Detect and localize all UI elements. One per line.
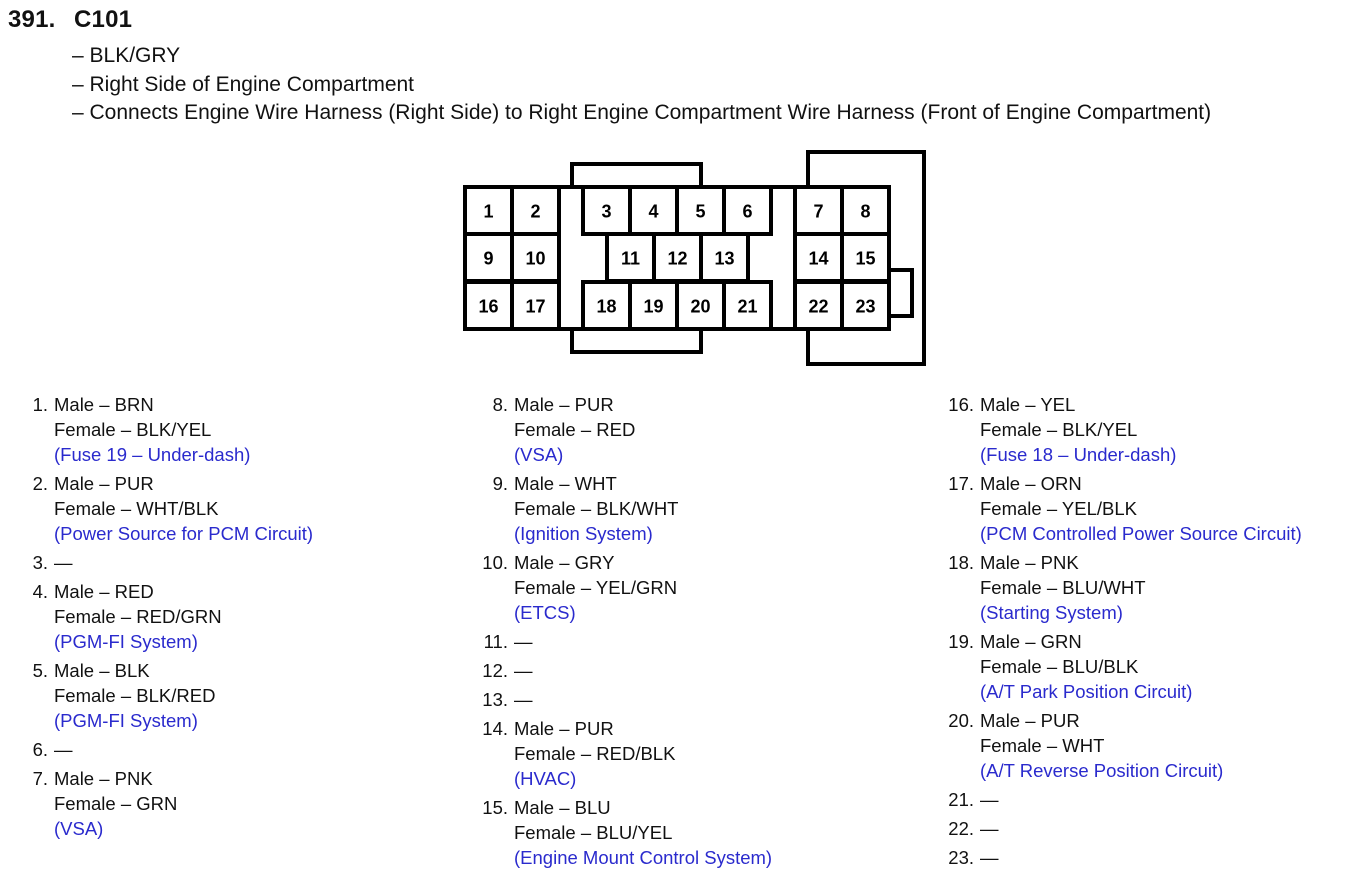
pin-details [980, 629, 1192, 704]
circuit-note: (Fuse 19 – Under-dash) [54, 444, 251, 465]
pin-details [54, 550, 73, 575]
pin-entry [940, 816, 1302, 841]
pin-details [514, 716, 675, 791]
pin-label: 18 [596, 296, 617, 317]
pin-entry [14, 392, 313, 467]
pin-number: 14. [482, 718, 508, 739]
male-wire: Male – GRY [514, 552, 615, 573]
male-wire: Male – PNK [54, 768, 153, 789]
circuit-note: (Ignition System) [514, 523, 653, 544]
pin-entry [940, 845, 1302, 870]
pin-number: 22. [948, 818, 974, 839]
pin-entry [14, 658, 313, 733]
pin-entry [474, 471, 772, 546]
male-wire: — [514, 660, 533, 681]
pin-entry [14, 579, 313, 654]
male-wire: — [514, 689, 533, 710]
pin-details [980, 708, 1223, 783]
circuit-note: (Starting System) [980, 602, 1123, 623]
pin-number: 3. [32, 552, 48, 573]
female-wire: Female – BLK/WHT [514, 498, 679, 519]
pin-entry [14, 766, 313, 841]
pin-number: 15. [482, 797, 508, 818]
pin-label: 2 [530, 201, 541, 222]
circuit-note: (ETCS) [514, 602, 576, 623]
pin-label: 6 [742, 201, 753, 222]
pin-details [54, 471, 313, 546]
pin-label: 1 [483, 201, 494, 222]
pin-number: 13. [482, 689, 508, 710]
pin-details [514, 550, 677, 625]
pin-label: 19 [643, 296, 664, 317]
pin-details [980, 787, 999, 812]
pin-number: 7. [32, 768, 48, 789]
pin-entry [940, 708, 1302, 783]
pin-details [514, 471, 679, 546]
pin-entry [474, 550, 772, 625]
pin-label: 22 [808, 296, 829, 317]
pin-list-column-3 [940, 392, 1302, 874]
pin-label: 17 [525, 296, 546, 317]
male-wire: — [980, 847, 999, 868]
pin-number: 9. [492, 473, 508, 494]
female-wire: Female – WHT/BLK [54, 498, 219, 519]
pin-details [980, 845, 999, 870]
section-number: 391. [8, 6, 56, 33]
pin-details [980, 471, 1302, 546]
male-wire: — [54, 552, 73, 573]
female-wire: Female – BLK/YEL [980, 419, 1138, 440]
pin-number: 16. [948, 394, 974, 415]
pin-details [980, 550, 1146, 625]
pin-details [980, 392, 1176, 467]
pin-number: 12. [482, 660, 508, 681]
pin-grid [465, 187, 889, 329]
pin-label: 16 [478, 296, 499, 317]
male-wire: — [54, 739, 73, 760]
pin-entry [474, 658, 772, 683]
male-wire: Male – YEL [980, 394, 1076, 415]
pin-details [514, 658, 533, 683]
female-wire: Female – BLK/RED [54, 685, 216, 706]
pin-list-column-1 [14, 392, 313, 845]
pin-entry [14, 471, 313, 546]
pin-number: 20. [948, 710, 974, 731]
pin-label: 20 [690, 296, 711, 317]
pin-label: 3 [601, 201, 612, 222]
pin-label: 23 [855, 296, 876, 317]
connector-connects: – Connects Engine Wire Harness (Right Side) to Right Engine Compartment Wire Harness (Front of Engine Compartment) [72, 101, 1212, 124]
male-wire: Male – PUR [514, 394, 614, 415]
circuit-note: (VSA) [54, 818, 104, 839]
pin-entry [474, 629, 772, 654]
pin-label: 15 [855, 248, 876, 269]
male-wire: — [980, 789, 999, 810]
pin-number: 8. [492, 394, 508, 415]
pin-entry [474, 392, 772, 467]
pin-details [54, 658, 215, 733]
pin-label: 4 [648, 201, 659, 222]
circuit-note: (PGM-FI System) [54, 710, 198, 731]
male-wire: Male – BLU [514, 797, 611, 818]
male-wire: Male – PNK [980, 552, 1079, 573]
pin-entry [940, 392, 1302, 467]
female-wire: Female – GRN [54, 793, 178, 814]
connector-location: – Right Side of Engine Compartment [72, 72, 415, 96]
female-wire: Female – RED [514, 419, 636, 440]
circuit-note: (PCM Controlled Power Source Circuit) [980, 523, 1302, 544]
connector-color: – BLK/GRY [72, 44, 181, 67]
pin-number: 6. [32, 739, 48, 760]
male-wire: Male – ORN [980, 473, 1082, 494]
circuit-note: (HVAC) [514, 768, 577, 789]
female-wire: Female – RED/BLK [514, 743, 676, 764]
male-wire: — [514, 631, 533, 652]
circuit-note: (A/T Reverse Position Circuit) [980, 760, 1224, 781]
male-wire: Male – PUR [980, 710, 1080, 731]
pin-details [54, 766, 177, 841]
male-wire: Male – BLK [54, 660, 150, 681]
pin-label: 5 [695, 201, 706, 222]
pin-label: 8 [860, 201, 871, 222]
pin-number: 4. [32, 581, 48, 602]
pin-entry [940, 629, 1302, 704]
male-wire: Male – PUR [514, 718, 614, 739]
pin-label: 11 [620, 248, 641, 269]
female-wire: Female – BLU/WHT [980, 577, 1146, 598]
pin-entry [474, 687, 772, 712]
male-wire: — [980, 818, 999, 839]
male-wire: Male – GRN [980, 631, 1082, 652]
pin-label: 13 [714, 248, 735, 269]
pin-details [54, 737, 73, 762]
pin-number: 17. [948, 473, 974, 494]
pin-number: 2. [32, 473, 48, 494]
female-wire: Female – BLK/YEL [54, 419, 212, 440]
pin-number: 23. [948, 847, 974, 868]
pin-entry [14, 737, 313, 762]
female-wire: Female – YEL/GRN [514, 577, 678, 598]
pin-entry [940, 550, 1302, 625]
pin-entry [474, 795, 772, 870]
pin-number: 11. [483, 631, 508, 652]
circuit-note: (Fuse 18 – Under-dash) [980, 444, 1177, 465]
male-wire: Male – RED [54, 581, 154, 602]
pin-details [514, 795, 772, 870]
pin-label: 14 [808, 248, 829, 269]
pin-entry [940, 787, 1302, 812]
male-wire: Male – BRN [54, 394, 154, 415]
pin-number: 5. [32, 660, 48, 681]
circuit-note: (VSA) [514, 444, 564, 465]
pin-number: 21. [948, 789, 974, 810]
pin-details [54, 579, 222, 654]
female-wire: Female – RED/GRN [54, 606, 222, 627]
pin-details [980, 816, 999, 841]
pin-details [514, 629, 533, 654]
circuit-note: (Engine Mount Control System) [514, 847, 773, 868]
female-wire: Female – WHT [980, 735, 1105, 756]
female-wire: Female – BLU/YEL [514, 822, 673, 843]
pin-label: 7 [813, 201, 824, 222]
circuit-note: (PGM-FI System) [54, 631, 198, 652]
pin-label: 9 [483, 248, 494, 269]
pin-entry [474, 716, 772, 791]
circuit-note: (Power Source for PCM Circuit) [54, 523, 314, 544]
male-wire: Male – WHT [514, 473, 617, 494]
pin-details [514, 687, 533, 712]
pin-details [54, 392, 250, 467]
pin-label: 12 [667, 248, 688, 269]
female-wire: Female – BLU/BLK [980, 656, 1139, 677]
pin-details [514, 392, 635, 467]
connector-id: C101 [74, 6, 133, 33]
pin-number: 1. [32, 394, 48, 415]
pin-list-column-2 [474, 392, 772, 874]
pin-number: 10. [482, 552, 508, 573]
circuit-note: (A/T Park Position Circuit) [980, 681, 1193, 702]
pin-label: 10 [525, 248, 546, 269]
male-wire: Male – PUR [54, 473, 154, 494]
female-wire: Female – YEL/BLK [980, 498, 1137, 519]
pin-number: 18. [948, 552, 974, 573]
pin-number: 19. [948, 631, 974, 652]
pin-entry [940, 471, 1302, 546]
pin-entry [14, 550, 313, 575]
pin-label: 21 [737, 296, 758, 317]
